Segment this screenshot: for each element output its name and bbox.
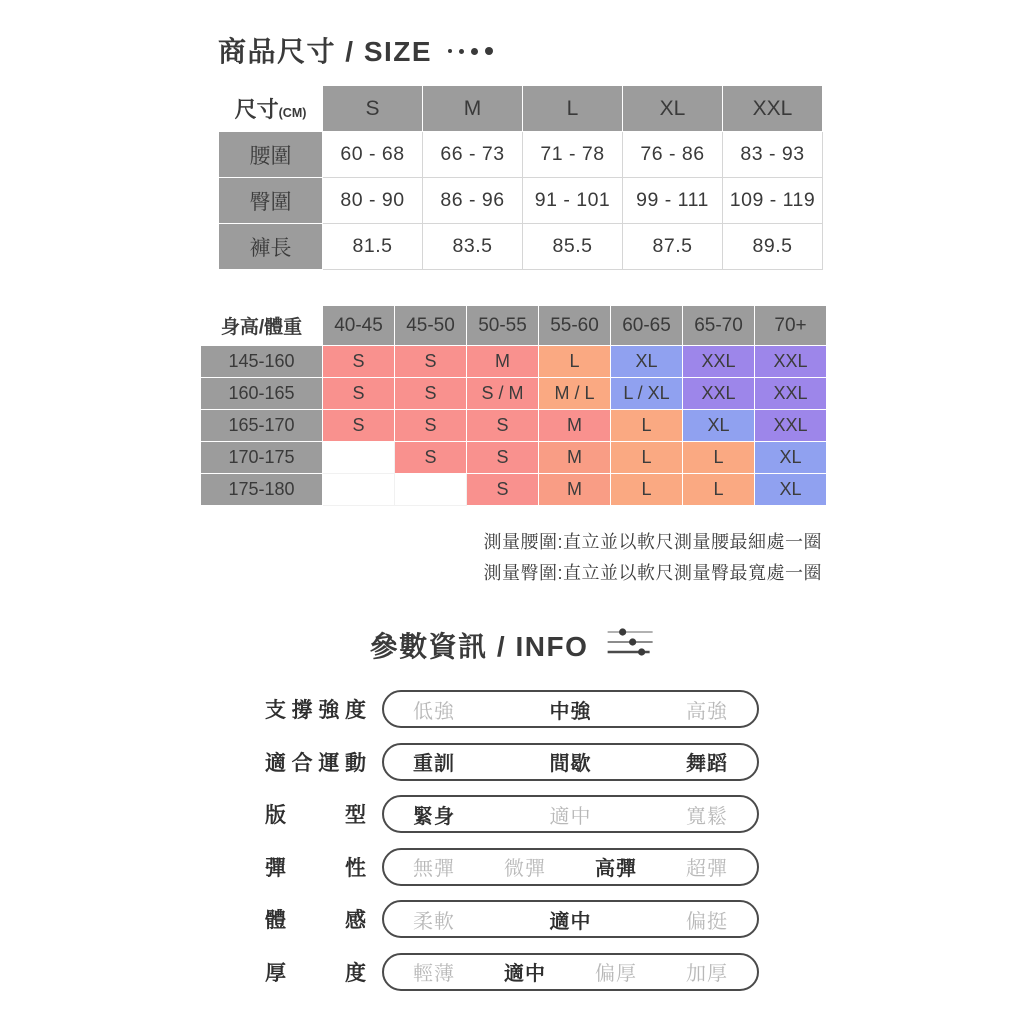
- param-option: 微彈: [504, 858, 546, 881]
- matrix-cell: L: [611, 410, 683, 442]
- matrix-cell: S: [395, 346, 467, 378]
- waist-value: 76 - 86: [623, 132, 723, 178]
- matrix-cell: S: [395, 378, 467, 410]
- sliders-icon: [604, 624, 654, 665]
- param-row-feel: [265, 893, 759, 946]
- fit-matrix-row: [201, 378, 827, 410]
- ellipsis-dots-icon: [448, 47, 493, 55]
- size-section-title: 商品尺寸 / SIZE: [218, 36, 433, 67]
- info-section-title: 參數資訊 / INFO: [369, 630, 589, 662]
- param-label-elasticity: 彈性: [265, 856, 367, 880]
- matrix-cell: L: [611, 474, 683, 506]
- param-option-selected: 適中: [504, 963, 546, 986]
- matrix-cell-empty: [323, 442, 395, 474]
- matrix-cell: M: [539, 442, 611, 474]
- row-label-pant-length: 褲長: [219, 224, 323, 270]
- matrix-cell: XXL: [683, 378, 755, 410]
- param-option: 柔軟: [413, 910, 455, 933]
- param-row-elasticity: [265, 841, 759, 894]
- hip-value: 109 - 119: [723, 178, 823, 224]
- matrix-cell: XXL: [755, 378, 827, 410]
- row-label-hip: 臀圍: [219, 178, 323, 224]
- matrix-cell: XXL: [755, 346, 827, 378]
- weight-col-header: 40-45: [323, 306, 395, 346]
- size-col-header: XL: [623, 86, 723, 132]
- size-col-header: L: [523, 86, 623, 132]
- matrix-cell: XXL: [755, 410, 827, 442]
- height-row-label: 145-160: [201, 346, 323, 378]
- param-pill-fit: [382, 795, 759, 833]
- matrix-cell: M: [539, 410, 611, 442]
- matrix-cell: L: [539, 346, 611, 378]
- matrix-cell: S: [467, 442, 539, 474]
- param-option: 寬鬆: [686, 805, 728, 828]
- matrix-cell: L / XL: [611, 378, 683, 410]
- param-row-support: [265, 683, 759, 736]
- size-table-header-row: [219, 86, 823, 132]
- param-option-selected: 高彈: [595, 858, 637, 881]
- param-label-sports: 適合運動: [265, 751, 367, 775]
- height-row-label: 165-170: [201, 410, 323, 442]
- size-corner-label: 尺寸: [234, 97, 279, 122]
- matrix-cell: S: [395, 442, 467, 474]
- height-row-label: 175-180: [201, 474, 323, 506]
- param-row-fit: [265, 788, 759, 841]
- param-option-selected: 舞蹈: [686, 753, 728, 776]
- size-col-header: XXL: [723, 86, 823, 132]
- param-label-thickness: 厚度: [265, 961, 367, 985]
- matrix-cell: M: [467, 346, 539, 378]
- param-option: 加厚: [686, 963, 728, 986]
- param-label-fit: 版型: [265, 804, 367, 828]
- param-option: 無彈: [413, 858, 455, 881]
- matrix-cell-empty: [323, 474, 395, 506]
- param-option: 輕薄: [413, 963, 455, 986]
- param-pill-support: [382, 690, 759, 728]
- hip-value: 80 - 90: [323, 178, 423, 224]
- param-pill-feel: [382, 900, 759, 938]
- length-value: 81.5: [323, 224, 423, 270]
- weight-col-header: 70+: [755, 306, 827, 346]
- matrix-cell: S: [323, 378, 395, 410]
- fit-matrix-corner: 身高/體重: [201, 306, 323, 346]
- length-value: 83.5: [423, 224, 523, 270]
- weight-col-header: 65-70: [683, 306, 755, 346]
- size-table-row-waist: [219, 132, 823, 178]
- param-pill-elasticity: [382, 848, 759, 886]
- height-row-label: 170-175: [201, 442, 323, 474]
- row-label-waist: 腰圍: [219, 132, 323, 178]
- param-row-sports: [265, 736, 759, 789]
- param-option-selected: 緊身: [413, 805, 455, 828]
- matrix-cell: S: [323, 410, 395, 442]
- matrix-cell: XL: [755, 474, 827, 506]
- fit-matrix-row: [201, 474, 827, 506]
- param-option: 低強: [413, 700, 455, 723]
- param-option: 超彈: [686, 858, 728, 881]
- size-corner-unit: (CM): [278, 106, 307, 120]
- matrix-cell: S: [467, 410, 539, 442]
- waist-measure-note: 測量腰圍:直立並以軟尺測量腰最細處一圈: [483, 532, 822, 552]
- hip-measure-note: 測量臀圍:直立並以軟尺測量臀最寬處一圈: [483, 563, 822, 583]
- weight-col-header: 60-65: [611, 306, 683, 346]
- height-row-label: 160-165: [201, 378, 323, 410]
- param-pill-thickness: [382, 953, 759, 991]
- param-option: 偏挺: [686, 910, 728, 933]
- weight-col-header: 50-55: [467, 306, 539, 346]
- size-table: [218, 85, 823, 270]
- fit-matrix-table: [200, 305, 827, 506]
- param-pill-sports: [382, 743, 759, 781]
- matrix-cell: S: [467, 474, 539, 506]
- parameter-list: [265, 683, 759, 998]
- matrix-cell: S: [323, 346, 395, 378]
- param-option: 高強: [686, 700, 728, 723]
- param-option: 適中: [549, 805, 592, 828]
- matrix-cell: XL: [683, 410, 755, 442]
- param-option-selected: 中強: [549, 700, 592, 723]
- param-option: 偏厚: [595, 963, 637, 986]
- param-option-selected: 間歇: [549, 753, 592, 776]
- length-value: 87.5: [623, 224, 723, 270]
- info-section-header: [370, 624, 655, 665]
- size-col-header: M: [423, 86, 523, 132]
- matrix-cell: L: [683, 474, 755, 506]
- matrix-cell: S: [395, 410, 467, 442]
- fit-matrix-row: [201, 442, 827, 474]
- fit-matrix-header-row: [201, 306, 827, 346]
- measurement-notes: [484, 527, 823, 589]
- matrix-cell: M: [539, 474, 611, 506]
- matrix-cell: S / M: [467, 378, 539, 410]
- fit-matrix-row: [201, 410, 827, 442]
- waist-value: 83 - 93: [723, 132, 823, 178]
- waist-value: 60 - 68: [323, 132, 423, 178]
- hip-value: 86 - 96: [423, 178, 523, 224]
- size-table-row-length: [219, 224, 823, 270]
- matrix-cell: XL: [755, 442, 827, 474]
- weight-col-header: 55-60: [539, 306, 611, 346]
- length-value: 89.5: [723, 224, 823, 270]
- hip-value: 91 - 101: [523, 178, 623, 224]
- length-value: 85.5: [523, 224, 623, 270]
- param-option-selected: 適中: [549, 910, 592, 933]
- param-label-feel: 體感: [265, 909, 367, 933]
- size-section-header: [218, 30, 493, 70]
- param-row-thickness: [265, 946, 759, 999]
- matrix-cell: XL: [611, 346, 683, 378]
- weight-col-header: 45-50: [395, 306, 467, 346]
- param-option-selected: 重訓: [413, 753, 455, 776]
- matrix-cell: XXL: [683, 346, 755, 378]
- matrix-cell: L: [611, 442, 683, 474]
- size-table-corner: [219, 86, 323, 132]
- fit-matrix-row: [201, 346, 827, 378]
- matrix-cell: M / L: [539, 378, 611, 410]
- matrix-cell-empty: [395, 474, 467, 506]
- size-col-header: S: [323, 86, 423, 132]
- hip-value: 99 - 111: [623, 178, 723, 224]
- param-label-support: 支撐強度: [265, 699, 367, 723]
- size-table-row-hip: [219, 178, 823, 224]
- matrix-cell: L: [683, 442, 755, 474]
- waist-value: 66 - 73: [423, 132, 523, 178]
- waist-value: 71 - 78: [523, 132, 623, 178]
